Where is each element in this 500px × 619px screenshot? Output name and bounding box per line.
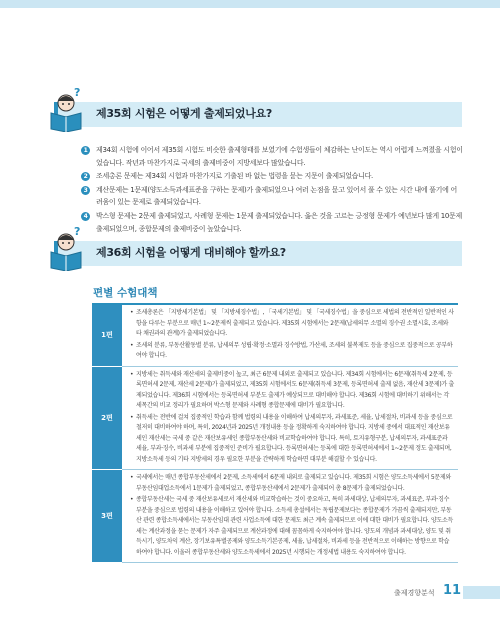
bullet-item: • 종합부동산세는 국세 중 재산보유세로서 재산세와 비교학습하는 것이 중요하고, 특히 과세대상, 납세의무자, 과세표준, 부과·징수 부분을 중심으로 법령의 내용을 이해하고 있어야 합니다. 소득세 총설에서는 독립문제보다는 종합문제가 가끔씩 출제되지만, 부동산 관련 종합소득세에서는 부동산임대 관련 사업소득에 대한 문제도 최근 계속 출제되므로 이에 대한 대비가 필요합니다. 양도소득세는 계산과정을 묻는 문제가 자주 출제되므로 계산과정에 대해 꼼꼼하게 숙지하여야 합니다. 양도의 개념과 과세대상, 양도 및 취득시기, 양도차익 계산, 장기보유특별공제와 양도소득기본공제, 세율, 납세절차, 비과세 등을 전반적으로 이해하는 방향으로 학습하여야 합니다. 이울러 종합부동산세와 양도소득세에서 2025년 시행되는 개정세법 내용도 숙지하여야 합니다. xyxy=(130,495,454,558)
svg-text:?: ? xyxy=(74,225,81,238)
number-badge: 3 xyxy=(81,186,90,195)
list-item xyxy=(81,184,463,209)
section1-list xyxy=(81,144,463,236)
reading-student-icon xyxy=(46,225,88,271)
part-label: 2편 xyxy=(92,366,122,470)
bullet-item: • 취득세는 전반에 걸쳐 집중적인 학습과 함께 법령의 내용을 이해하여 납세의무자, 과세표준, 세율, 납세절차, 비과세 등을 중심으로 철저히 대비하여야 하며, 특히, 2024년과 2025년 개정내용 등을 정확하게 숙지하여야 합니다. 지방세 중에서 대표적인 재산보유세인 재산세는 국세 중 같은 재산보유세인 종합부동산세와 비교학습하여야 합니다. 특히, 토지유형구분, 납세의무자, 과세표준과 세율, 부과·징수, 비과세 부분에 집중적인 준비가 필요합니다. 등록면허세는 등록에 대한 등록면허세에서 1~2문제 정도 출제되며, 지방소득세 등의 기타 지방세의 경우 필요한 부분을 간략하게 학습하면 대부분 해결할 수 있습니다. xyxy=(130,413,454,466)
list-item xyxy=(81,170,463,183)
part-content xyxy=(122,304,458,366)
list-item-text: 박스형 문제는 2문제 출제되었고, 사례형 문제는 1문제 출제되었습니다. 옳은 것을 고르는 긍정형 문제가 예년보다 많게 10문제 출제되었으며, 종합문제의 출제비중이 높았습니다. xyxy=(96,211,462,233)
reading-student-icon xyxy=(46,86,88,132)
part-content xyxy=(122,366,458,470)
section-header-2 xyxy=(54,241,462,266)
number-badge: 2 xyxy=(81,172,90,181)
number-badge: 4 xyxy=(81,212,90,221)
list-item xyxy=(81,144,463,169)
footer-section-label: 출제경향분석 xyxy=(394,589,435,597)
strategy-title: 편별 수험대책 xyxy=(93,287,158,299)
number-badge: 1 xyxy=(81,146,90,155)
table-row xyxy=(92,304,458,366)
bullet-item: • 조세총론은 「지방세기본법」 및 「지방세징수법」, 「국세기본법」 및 「국세징수법」을 중심으로 세법의 전반적인 일반적인 사항을 다루는 부분으로 매년 1~2문제씩 출제되고 있습니다. 제35회 시험에서는 2문제(납세의무 소멸의 징수권 소멸시효, 조세와 타 채권과의 관계)가 출제되었습니다. xyxy=(130,308,454,340)
part-label: 1편 xyxy=(92,304,122,366)
top-decor-bar xyxy=(0,0,500,8)
list-item-text: 계산문제는 1문제(양도소득과세표준을 구하는 문제)가 출제되었으나 여러 논점을 묻고 있어서 풀 수 있는 시간 내에 풀기에 어려움이 있는 문제로 출제되었습니다. xyxy=(96,185,457,207)
strategy-table xyxy=(92,303,458,563)
list-item xyxy=(81,210,463,235)
bullet-item: • 지방세는 취득세와 재산세의 출제비중이 높고, 최근 6문제 내외로 출제되고 있습니다. 제34회 시험에서는 6문제(취득세 2문제, 등록면허세 2문제, 재산세 2문제)가 출제되었고, 제35회 시험에서도 6문제(취득세 3문제, 등록면허세 출제 없음, 재산세 3문제)가 출제되었습니다. 제36회 시험에서는 등록면허세 부분도 출제가 예상되므로 대비해야 합니다. 제36회 시험에 대비하기 위해서는 각 세목간의 비교 정리가 필요하며 박스형 문제와 사례형 종합문제에 대비가 필요합니다. xyxy=(130,370,454,412)
list-item-text: 조세총론 문제는 제34회 시험과 마찬가지로 기출된 바 없는 법령을 묻는 지문이 출제되었습니다. xyxy=(96,172,373,181)
bullet-item: • 국세에서는 매년 종합부동산세에서 2문제, 소득세에서 6문제 내외로 출제되고 있습니다. 제35회 시험은 양도소득세에서 5문제와 부동산임대업소득에서 1문제가 출제되었고, 종합부동산세에서 2문제가 출제되어 총 8문제가 출제되었습니다. xyxy=(130,473,454,494)
svg-text:?: ? xyxy=(74,86,81,99)
page-number: 11 xyxy=(443,583,462,598)
part-content xyxy=(122,470,458,563)
section-title-1: 제35회 시험은 어떻게 출제되었나요? xyxy=(96,107,272,120)
footer-decor-bar xyxy=(463,586,500,599)
section-title-2: 제36회 시험을 어떻게 대비해야 할까요? xyxy=(96,246,286,259)
table-row xyxy=(92,366,458,470)
list-item-text: 제34회 시험에 이어서 제35회 시험도 비슷한 출제형태를 보였기에 수험생들이 체감하는 난이도는 역시 어렵게 느껴졌을 시험이었습니다. 작년과 마찬가지로 국세의 출제비중이 지방세보다 많았습니다. xyxy=(96,146,463,167)
table-row xyxy=(92,470,458,563)
bullet-item: • 조세의 분류, 부동산활동별 분류, 납세의무 성립·확정·소멸과 징수방법, 가산세, 조세의 불복제도 등을 중심으로 집중적으로 공부하여야 합니다. xyxy=(130,341,454,362)
section-header-1 xyxy=(54,102,462,127)
part-label: 3편 xyxy=(92,470,122,563)
